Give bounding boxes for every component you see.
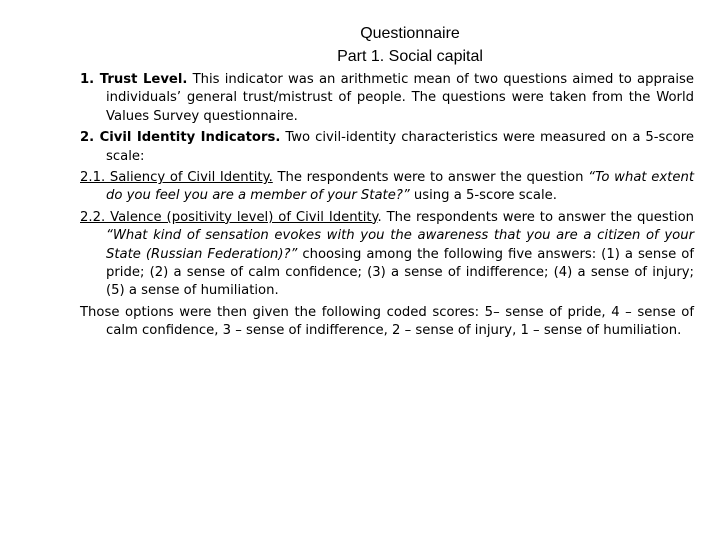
document-body (80, 71, 694, 344)
paragraph-coded-scores (80, 304, 694, 341)
page-title: Questionnaire (360, 25, 460, 42)
valence-text-a: . The respondents were to answer the question (377, 209, 694, 225)
page-subtitle: Part 1. Social capital (337, 48, 483, 65)
valence-question: “What kind of sensation evokes with you the awareness that you are a citizen of your State (Russian Federation)?” (106, 228, 694, 262)
trust-level-heading: 1. Trust Level. (80, 72, 188, 87)
saliency-heading: 2.1. Saliency of Civil Identity. (80, 170, 273, 186)
paragraph-trust-level (80, 71, 694, 126)
coded-scores-text: Those options were then given the following coded scores: 5– sense of pride, 4 – sense of calm confidence, 3 – sense of indifference, 2 – sense of injury, 1 – sense of humiliation. (80, 304, 694, 339)
saliency-question: “To what extent do you feel you are a member of your State?” (106, 170, 694, 204)
trust-level-text: This indicator was an arithmetic mean of two questions aimed to appraise individuals’ general trust/mistrust of people. The questions were taken from the World Values Survey questionnaire. (106, 72, 694, 124)
civil-identity-heading: 2. Civil Identity Indicators. (80, 130, 281, 146)
valence-heading: 2.2. Valence (positivity level) of Civil Identity (80, 209, 378, 225)
title-block (0, 22, 720, 68)
paragraph-saliency (80, 169, 694, 206)
paragraph-civil-identity (80, 129, 694, 166)
paragraph-valence (80, 209, 694, 301)
saliency-text-b: using a 5-score scale. (409, 188, 557, 204)
civil-identity-text: Two civil-identity characteristics were measured on a 5-score scale: (106, 130, 694, 164)
saliency-text-a: The respondents were to answer the question (272, 170, 589, 186)
valence-text-b: choosing among the following five answers: (1) a sense of pride; (2) a sense of calm confidence; (3) a sense of indifference; (4) a sense of injury; (5) a sense of humiliation. (106, 246, 694, 299)
